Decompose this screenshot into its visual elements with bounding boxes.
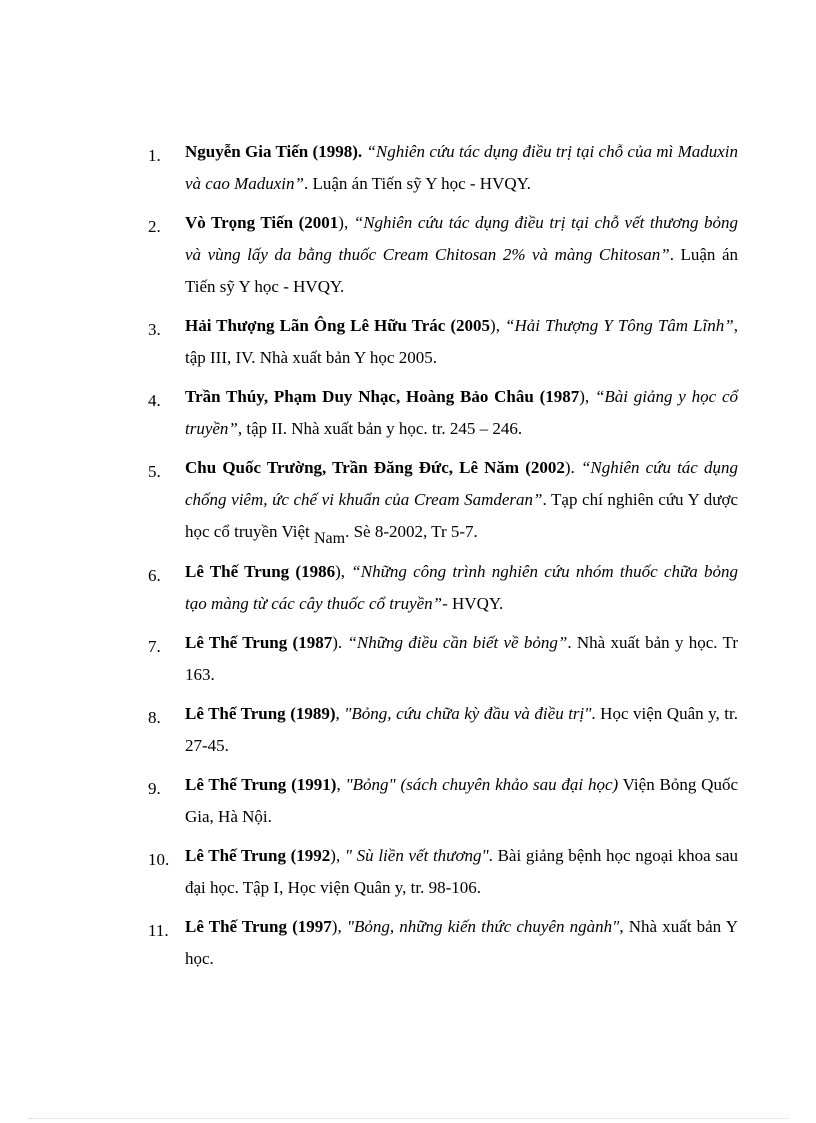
reference-title: "Bỏng, những kiến thức chuyên ngành" — [346, 917, 620, 936]
reference-number: 9. — [148, 779, 161, 798]
reference-item-8 — [148, 698, 738, 762]
reference-number: 11. — [148, 921, 169, 940]
reference-separator: , — [336, 775, 346, 794]
reference-author: Lê Thế Trung (1989) — [185, 704, 336, 723]
reference-details: , tập III, IV. Nhà xuất bản Y học 2005. — [185, 316, 738, 367]
reference-separator: ), — [490, 316, 505, 335]
reference-number: 8. — [148, 708, 161, 727]
reference-title: “Những điều cần biết về bỏng” — [347, 633, 568, 652]
reference-title: “Những công trình nghiên cứu nhóm thuốc chữa bỏng tạo màng từ các cây thuốc cổ truyền” — [185, 562, 738, 613]
reference-number: 3. — [148, 320, 161, 339]
reference-separator: ), — [331, 917, 347, 936]
reference-details: , tập II. Nhà xuất bản y học. tr. 245 – 246. — [237, 419, 523, 438]
reference-details: . Luận án Tiến sỹ Y học - HVQY. — [303, 174, 531, 193]
reference-title: “Nghiên cứu tác dụng điều trị tại chỗ vết thương bỏng và vùng lấy da bằng thuốc Cream Chitosan 2% và màng Chitosan” — [185, 213, 738, 264]
reference-separator: ), — [335, 562, 352, 581]
reference-author: Nguyễn Gia Tiến (1998). — [185, 142, 363, 161]
reference-item-10 — [148, 840, 738, 904]
reference-title: “Hải Thượng Y Tông Tâm Lĩnh” — [505, 316, 734, 335]
reference-title: "Bỏng, cứu chữa kỳ đầu và điều trị" — [344, 704, 592, 723]
reference-item-4 — [148, 381, 738, 445]
reference-details: - HVQY. — [442, 594, 504, 613]
reference-item-9 — [148, 769, 738, 833]
reference-number: 10. — [148, 850, 170, 869]
reference-details: . Luận án Tiến sỹ Y học - HVQY. — [185, 245, 738, 296]
reference-author: Trần Thúy, Phạm Duy Nhạc, Hoàng Bảo Châu (1987 — [185, 387, 580, 406]
reference-list — [148, 136, 738, 982]
reference-item-2 — [148, 207, 738, 303]
reference-author: Lê Thế Trung (1992 — [185, 846, 331, 865]
reference-author: Chu Quốc Trường, Trần Đăng Đức, Lê Năm (2002 — [185, 458, 565, 477]
reference-details: . Tạp chí nghiên cứu Y dược học cổ truyền Việt — [185, 490, 739, 541]
reference-details: . Học viện Quân y, tr. 27-45. — [185, 704, 738, 755]
reference-details: . Nhà xuất bản y học. Tr 163. — [185, 633, 738, 684]
reference-author: Lê Thế Trung (1986 — [185, 562, 336, 581]
reference-details: . Bài giảng bệnh học ngoại khoa sau đại học. Tập I, Học viện Quân y, tr. 98-106. — [185, 846, 738, 897]
reference-item-11 — [148, 911, 738, 975]
reference-separator: ), — [579, 387, 595, 406]
reference-item-1 — [148, 136, 738, 200]
reference-title: “Nghiên cứu tác dụng chống viêm, ức chế vi khuẩn của Cream Samderan” — [185, 458, 738, 509]
reference-item-3 — [148, 310, 738, 374]
reference-separator: ), — [338, 213, 354, 232]
reference-number: 7. — [148, 637, 161, 656]
reference-item-6 — [148, 556, 738, 620]
reference-number: 5. — [148, 462, 161, 481]
reference-number: 2. — [148, 217, 161, 236]
reference-details: , Nhà xuất bản Y học. — [185, 917, 738, 968]
reference-item-7 — [148, 627, 738, 691]
reference-author: Hải Thượng Lãn Ông Lê Hữu Trác (2005 — [185, 316, 491, 335]
reference-author: Lê Thế Trung (1991) — [185, 775, 337, 794]
reference-number: 6. — [148, 566, 161, 585]
reference-separator: ), — [330, 846, 345, 865]
page-bottom-divider — [28, 1118, 788, 1119]
reference-details-tail: . Sè 8-2002, Tr 5-7. — [345, 522, 478, 541]
reference-item-5 — [148, 452, 738, 549]
reference-title: “Nghiên cứu tác dụng điều trị tại chỗ của mì Maduxin và cao Maduxin” — [185, 142, 739, 193]
reference-separator: ). — [564, 458, 581, 477]
reference-author: Lê Thế Trung (1997 — [185, 917, 332, 936]
reference-author: Vò Trọng Tiến (2001 — [185, 213, 339, 232]
reference-title: "Bỏng" (sách chuyên khảo sau đại học) — [345, 775, 619, 794]
reference-details: Viện Bỏng Quốc Gia, Hà Nội. — [185, 775, 738, 826]
reference-title: “Bài giảng y học cổ truyền” — [185, 387, 738, 438]
reference-separator: , — [335, 704, 345, 723]
reference-author: Lê Thế Trung (1987 — [185, 633, 333, 652]
reference-number: 1. — [148, 146, 161, 165]
reference-title: " Sù liền vết thương" — [344, 846, 489, 865]
reference-subscript: Nam — [313, 530, 346, 547]
reference-separator: ). — [332, 633, 348, 652]
reference-number: 4. — [148, 391, 161, 410]
